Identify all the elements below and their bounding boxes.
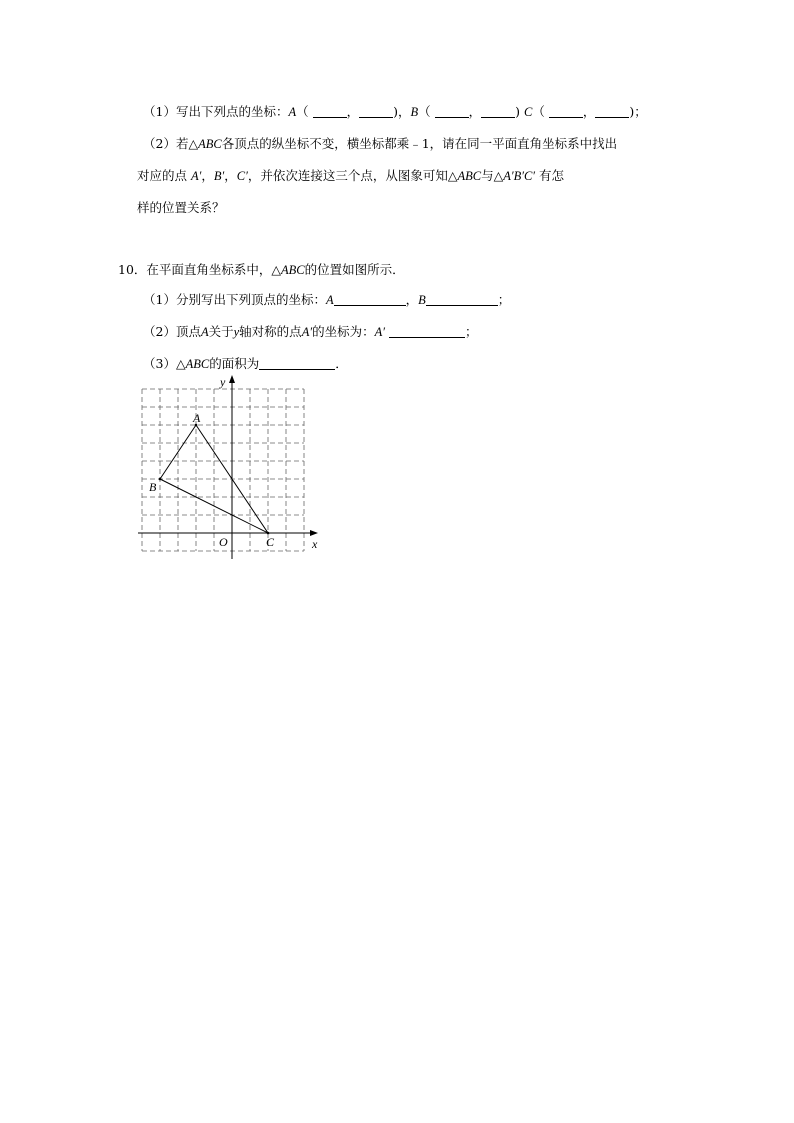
axes <box>138 375 318 559</box>
answer-blank-cy[interactable] <box>595 105 629 118</box>
q10-stem: 10．在平面直角坐标系中，△ABC的位置如图所示． <box>118 262 405 277</box>
answer-blank-area[interactable] <box>259 357 335 370</box>
q9-part1: （1）写出下列点的坐标：A（ ， )，B（ ， ) C（ ， )； <box>143 104 647 119</box>
x-axis-label: x <box>312 537 318 551</box>
q10-part2: （2）顶点A关于y轴对称的点A′的坐标为：A′ ； <box>143 324 478 339</box>
q9-part2-line3: 样的位置关系？ <box>137 200 225 215</box>
point-a-label: A <box>193 411 201 425</box>
point-c-dot <box>267 532 270 535</box>
x-axis-arrow-icon <box>310 530 318 536</box>
origin-label: O <box>219 535 228 549</box>
answer-blank-a[interactable] <box>334 293 406 306</box>
answer-blank-cx[interactable] <box>549 105 583 118</box>
answer-blank-b[interactable] <box>426 293 498 306</box>
coordinate-figure <box>136 373 326 563</box>
point-b-dot <box>159 478 162 481</box>
point-b-label: B <box>149 480 157 494</box>
y-axis-arrow-icon <box>229 375 235 383</box>
answer-blank-a-prime[interactable] <box>389 325 465 338</box>
answer-blank-ax[interactable] <box>313 105 347 118</box>
q10-part1: （1）分别写出下列顶点的坐标：A ，B ； <box>143 292 511 307</box>
q10-part3: （3）△ABC的面积为 ． <box>143 356 348 371</box>
q9-part2-line1: （2）若△ABC各顶点的纵坐标不变，横坐标都乘﹣1，请在同一平面直角坐标系中找出 <box>143 136 618 151</box>
y-axis-label: y <box>220 375 226 389</box>
answer-blank-ay[interactable] <box>359 105 393 118</box>
point-c-label: C <box>266 535 275 549</box>
answer-blank-by[interactable] <box>481 105 515 118</box>
q9-part2-line2: 对应的点 A′，B′，C′，并依次连接这三个点，从图象可知△ABC与△A′B′C′ 有怎 <box>137 168 565 183</box>
answer-blank-bx[interactable] <box>435 105 469 118</box>
